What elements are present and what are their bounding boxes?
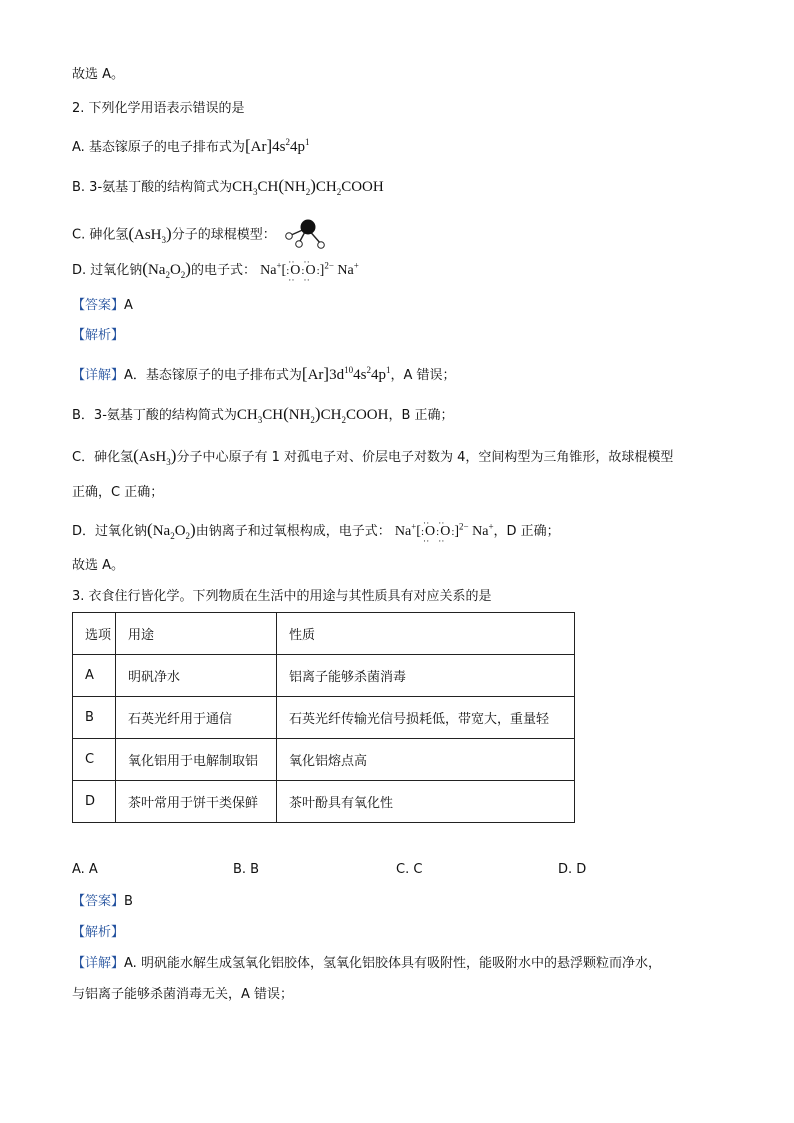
table-cell: A xyxy=(73,655,116,697)
table-cell: B xyxy=(73,697,116,739)
q2-option-b xyxy=(72,177,384,197)
q3-option-c: C. C xyxy=(396,862,423,877)
q3-option-b: B. B xyxy=(233,862,260,877)
table-row xyxy=(73,697,575,739)
table-header-cell: 选项 xyxy=(73,613,116,655)
q3-option-d: D. D xyxy=(558,862,587,877)
q2-option-c: C. 砷化氢(AsH$_3$)分子的球棍模型： xyxy=(72,218,332,252)
q2-detail-a: 【详解】A．基态镓原子的电子排布式为$[Ar]3d^{10}4s^24p^1$，A 错误； xyxy=(72,364,456,383)
table-cell: 茶叶常用于饼干类保鲜 xyxy=(116,781,277,823)
q2-conclusion: 故选 A。 xyxy=(72,558,125,573)
table-cell: 氧化铝熔点高 xyxy=(277,739,575,781)
q2-option-c-formula: (AsH$_3$) xyxy=(128,223,172,245)
table-cell: 石英光纤用于通信 xyxy=(116,697,277,739)
q3-answer: 【答案】B xyxy=(72,894,133,909)
table-row xyxy=(73,739,575,781)
q2-detail-d: D．过氧化钠$(Na_2O_2)$由钠离子和过氧根构成，电子式： Na+[:· · O · ·:· · O · ·:]$^{2-}$ Na+，D 正确； xyxy=(72,521,560,541)
q2-option-d-text: D. 过氧化钠 xyxy=(72,263,143,278)
q2-detail-b: B．3-氨基丁酸的结构简式为$CH_3CH(NH_2)CH_2COOH$，B 正确； xyxy=(72,404,454,425)
table-header-row xyxy=(73,613,575,655)
q2-option-a-text: A. 基态镓原子的电子排布式为 xyxy=(72,140,245,155)
q2-answer: 【答案】A xyxy=(72,298,133,313)
q3-detail-a: 【详解】A. 明矾能水解生成氢氧化铝胶体，氢氧化铝胶体具有吸附性，能吸附水中的悬浮颗粒而净水， xyxy=(72,956,661,971)
question-2-stem: 2. 下列化学用语表示错误的是 xyxy=(72,101,245,116)
question-3-stem: 3. 衣食住行皆化学。下列物质在生活中的用途与其性质具有对应关系的是 xyxy=(72,589,492,604)
table-cell: 氧化铝用于电解制取铝 xyxy=(116,739,277,781)
table-row xyxy=(73,655,575,697)
q3-option-a: A. A xyxy=(72,862,98,877)
q2-analysis-label: 【解析】 xyxy=(72,328,125,343)
q3-analysis-label: 【解析】 xyxy=(72,925,125,940)
q2-option-d-formula: $(Na_2O_2)$ xyxy=(142,259,191,280)
q2-option-d: D. 过氧化钠$(Na_2O_2)$的电子式： Na+[:· · O · ·:· · O · ·:]$^{2-}$ Na+ xyxy=(72,260,359,280)
table-cell: 铝离子能够杀菌消毒 xyxy=(277,655,575,697)
table-cell: C xyxy=(73,739,116,781)
table-cell: 明矾净水 xyxy=(116,655,277,697)
q3-detail-a-line2: 与铝离子能够杀菌消毒无关，A 错误； xyxy=(72,987,294,1002)
q2-option-a xyxy=(72,137,309,157)
q2-option-c-text: C. 砷化氢 xyxy=(72,227,129,243)
q2-option-a-formula: $[Ar]4s^24p^1$ xyxy=(244,136,310,155)
q2-detail-c: C．砷化氢(AsH$_3$)分子中心原子有 1 对孤电子对、价层电子对数为 4，空间构型为三角锥形，故球棍模型 xyxy=(72,446,674,467)
ash3-ball-and-stick-model xyxy=(282,218,332,252)
table-row xyxy=(73,781,575,823)
q2-option-d-electron-formula: Na+[:· · O · ·:· · O · ·:]$^{2-}$ Na+ xyxy=(260,263,359,278)
table-header-cell: 性质 xyxy=(277,613,575,655)
q3-table xyxy=(72,612,575,823)
q2-option-b-formula: $CH_3CH(NH_2)CH_2COOH$ xyxy=(232,176,384,197)
table-cell: D xyxy=(73,781,116,823)
previous-conclusion: 故选 A。 xyxy=(72,67,125,82)
table-cell: 茶叶酚具有氧化性 xyxy=(277,781,575,823)
table-header-cell: 用途 xyxy=(116,613,277,655)
q2-detail-c-line2: 正确，C 正确； xyxy=(72,485,164,500)
q2-option-b-text: B. 3-氨基丁酸的结构简式为 xyxy=(72,180,233,195)
table-cell: 石英光纤传输光信号损耗低，带宽大，重量轻 xyxy=(277,697,575,739)
